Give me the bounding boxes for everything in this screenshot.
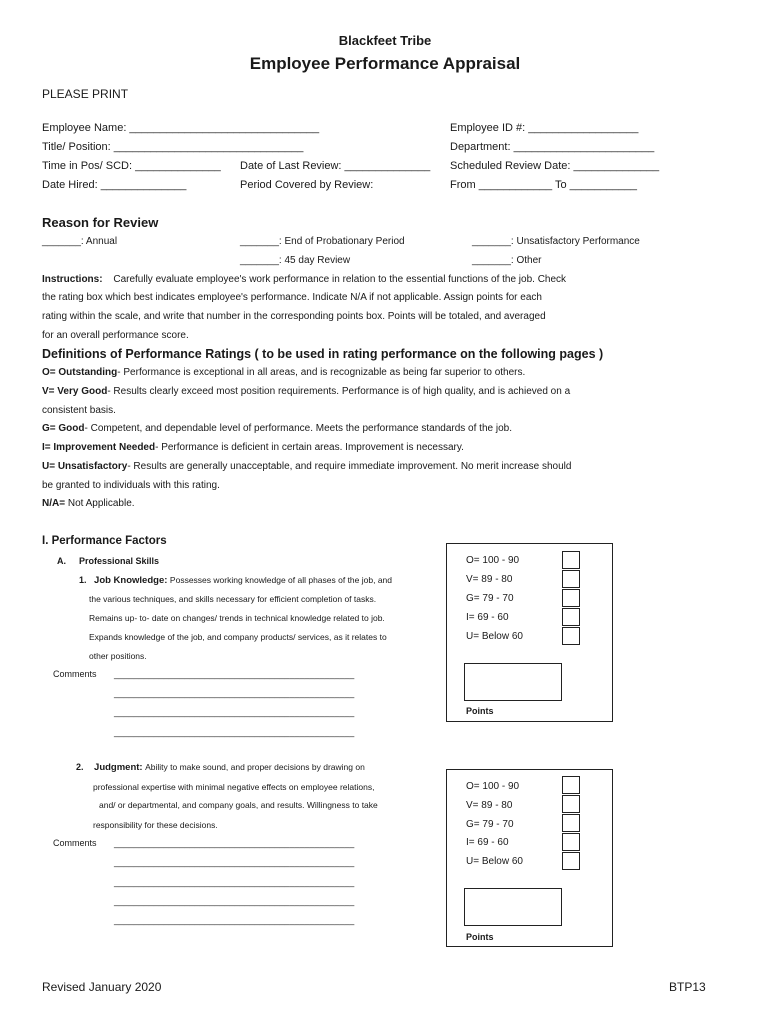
reason-unsatisfactory[interactable]: _______: Unsatisfactory Performance <box>472 236 640 247</box>
reason-45-day[interactable]: _______: 45 day Review <box>240 255 351 266</box>
judgment-label: Judgment: <box>94 762 143 773</box>
definition-na-text: Not Applicable. <box>65 498 135 509</box>
job-comment-line-2[interactable]: ________________________________________________ <box>114 688 355 698</box>
date-last-review-field[interactable]: Date of Last Review: ______________ <box>240 160 431 172</box>
job-comment-line-3[interactable]: ________________________________________________ <box>114 707 355 717</box>
judgment-text-4: responsibility for these decisions. <box>93 820 218 830</box>
definitions-heading: Definitions of Performance Ratings ( to be used in rating performance on the following pages ) <box>42 347 604 361</box>
definition-very-good <box>42 386 570 397</box>
rating-2-checkbox-v[interactable] <box>562 795 580 813</box>
instructions-label: Instructions: <box>42 274 103 285</box>
job-knowledge-points-box[interactable] <box>464 663 562 701</box>
rating-1-improvement: I= 69 - 60 <box>466 612 509 623</box>
judgment-points-label: Points <box>466 932 494 942</box>
job-knowledge-points-label: Points <box>466 706 494 716</box>
performance-factors-heading: I. Performance Factors <box>42 535 167 547</box>
date-hired-field[interactable]: Date Hired: ______________ <box>42 179 187 191</box>
judgment-comment-line-2[interactable]: ________________________________________________ <box>114 857 355 867</box>
job-knowledge-text-5: other positions. <box>89 651 147 661</box>
job-knowledge-text-3: Remains up- to- date on changes/ trends in technical knowledge related to job. <box>89 613 385 623</box>
definition-i-text: - Performance is deficient in certain areas. Improvement is necessary. <box>155 442 464 453</box>
judgment-line-1 <box>76 762 365 773</box>
rating-1-checkbox-u[interactable] <box>562 627 580 645</box>
reason-annual[interactable]: _______: Annual <box>42 236 118 247</box>
job-knowledge-text-2: the various techniques, and skills necessary for efficient completion of tasks. <box>89 594 377 604</box>
definition-v-label: V= Very Good <box>42 386 108 397</box>
rating-2-checkbox-u[interactable] <box>562 852 580 870</box>
form-code: BTP13 <box>669 980 706 994</box>
job-knowledge-comments-label: Comments <box>53 669 97 679</box>
time-in-position-field[interactable]: Time in Pos/ SCD: ______________ <box>42 160 221 172</box>
definition-unsatisfactory <box>42 461 571 472</box>
definition-u-text-2: be granted to individuals with this rating. <box>42 480 220 491</box>
job-knowledge-text-4: Expands knowledge of the job, and company products/ services, as it relates to <box>89 632 387 642</box>
instructions-line-4: for an overall performance score. <box>42 330 189 341</box>
rating-2-checkbox-o[interactable] <box>562 776 580 794</box>
section-a-title: Professional Skills <box>79 556 160 566</box>
definition-outstanding <box>42 367 525 378</box>
reason-probation[interactable]: _______: End of Probationary Period <box>240 236 405 247</box>
revised-date: Revised January 2020 <box>42 980 162 994</box>
definition-na-label: N/A= <box>42 498 66 509</box>
judgment-number: 2. <box>76 762 84 772</box>
rating-1-very-good: V= 89 - 80 <box>466 574 513 585</box>
department-field[interactable]: Department: _______________________ <box>450 141 655 153</box>
rating-2-checkbox-g[interactable] <box>562 814 580 832</box>
definition-i-label: I= Improvement Needed <box>42 442 156 453</box>
judgment-comment-line-4[interactable]: ________________________________________________ <box>114 896 355 906</box>
definition-g-label: G= Good <box>42 423 85 434</box>
judgment-comment-line-3[interactable]: ________________________________________________ <box>114 877 355 887</box>
judgment-comment-line-1[interactable]: ________________________________________________ <box>114 838 355 848</box>
definition-u-label: U= Unsatisfactory <box>42 461 128 472</box>
judgment-comments-label: Comments <box>53 838 97 848</box>
definition-good <box>42 423 512 434</box>
job-comment-line-1[interactable]: ________________________________________________ <box>114 669 355 679</box>
rating-1-checkbox-v[interactable] <box>562 570 580 588</box>
rating-2-outstanding: O= 100 - 90 <box>466 781 520 792</box>
employee-name-field[interactable]: Employee Name: _______________________________ <box>42 122 320 134</box>
rating-2-unsatisfactory: U= Below 60 <box>466 856 523 867</box>
definition-improvement <box>42 442 464 453</box>
definition-o-text: - Performance is exceptional in all areas, and is recognizable as being far superior to others. <box>117 367 526 378</box>
rating-1-checkbox-i[interactable] <box>562 608 580 626</box>
rating-1-unsatisfactory: U= Below 60 <box>466 631 523 642</box>
definition-o-label: O= Outstanding <box>42 367 118 378</box>
period-from-to-field[interactable]: From ____________ To ___________ <box>450 179 637 191</box>
rating-1-good: G= 79 - 70 <box>466 593 514 604</box>
rating-1-checkbox-g[interactable] <box>562 589 580 607</box>
rating-2-very-good: V= 89 - 80 <box>466 800 513 811</box>
rating-1-outstanding: O= 100 - 90 <box>466 555 520 566</box>
judgment-text-2: professional expertise with minimal negative effects on employee relations, <box>93 782 375 792</box>
employee-id-field[interactable]: Employee ID #: __________________ <box>450 122 639 134</box>
organization-name: Blackfeet Tribe <box>338 33 432 48</box>
title-position-field[interactable]: Title/ Position: _______________________________ <box>42 141 304 153</box>
reason-heading: Reason for Review <box>42 215 159 230</box>
please-print-label: PLEASE PRINT <box>42 87 129 101</box>
rating-1-checkbox-o[interactable] <box>562 551 580 569</box>
rating-2-improvement: I= 69 - 60 <box>466 837 509 848</box>
judgment-text-1: Ability to make sound, and proper decisions by drawing on <box>145 762 365 772</box>
definition-v-text-2: consistent basis. <box>42 405 116 416</box>
job-knowledge-text-1: Possesses working knowledge of all phases of the job, and <box>169 575 393 585</box>
instructions-line-3: rating within the scale, and write that number in the corresponding points box. Points will be totaled, and averaged <box>42 311 546 322</box>
instructions-text-1: Carefully evaluate employee's work performance in relation to the essential functions of the job. Check <box>113 274 567 285</box>
document-title: Employee Performance Appraisal <box>249 54 521 73</box>
section-a-letter: A. <box>57 556 66 566</box>
job-knowledge-line-1 <box>79 575 392 586</box>
job-knowledge-number: 1. <box>79 575 87 585</box>
instructions-line-1 <box>42 274 566 285</box>
judgment-points-box[interactable] <box>464 888 562 926</box>
judgment-comment-line-5[interactable]: ________________________________________________ <box>114 915 355 925</box>
job-knowledge-label: Job Knowledge: <box>94 575 168 586</box>
period-covered-label: Period Covered by Review: <box>240 179 374 191</box>
rating-2-good: G= 79 - 70 <box>466 819 514 830</box>
definition-u-text: - Results are generally unacceptable, and require immediate improvement. No merit increase should <box>127 461 572 472</box>
definition-v-text: - Results clearly exceed most position requirements. Performance is of high quality, and is achieved on a <box>107 386 571 397</box>
definition-na <box>42 498 135 509</box>
reason-other[interactable]: _______: Other <box>472 255 542 266</box>
definition-g-text: - Competent, and dependable level of performance. Meets the performance standards of the job. <box>84 423 512 434</box>
scheduled-review-field[interactable]: Scheduled Review Date: ______________ <box>450 160 660 172</box>
instructions-line-2: the rating box which best indicates employee's performance. Indicate N/A if not applicable. Assign points for each <box>42 292 542 303</box>
rating-2-checkbox-i[interactable] <box>562 833 580 851</box>
job-comment-line-4[interactable]: ________________________________________________ <box>114 727 355 737</box>
judgment-text-3: and/ or departmental, and company goals, and results. Willingness to take <box>99 800 378 810</box>
